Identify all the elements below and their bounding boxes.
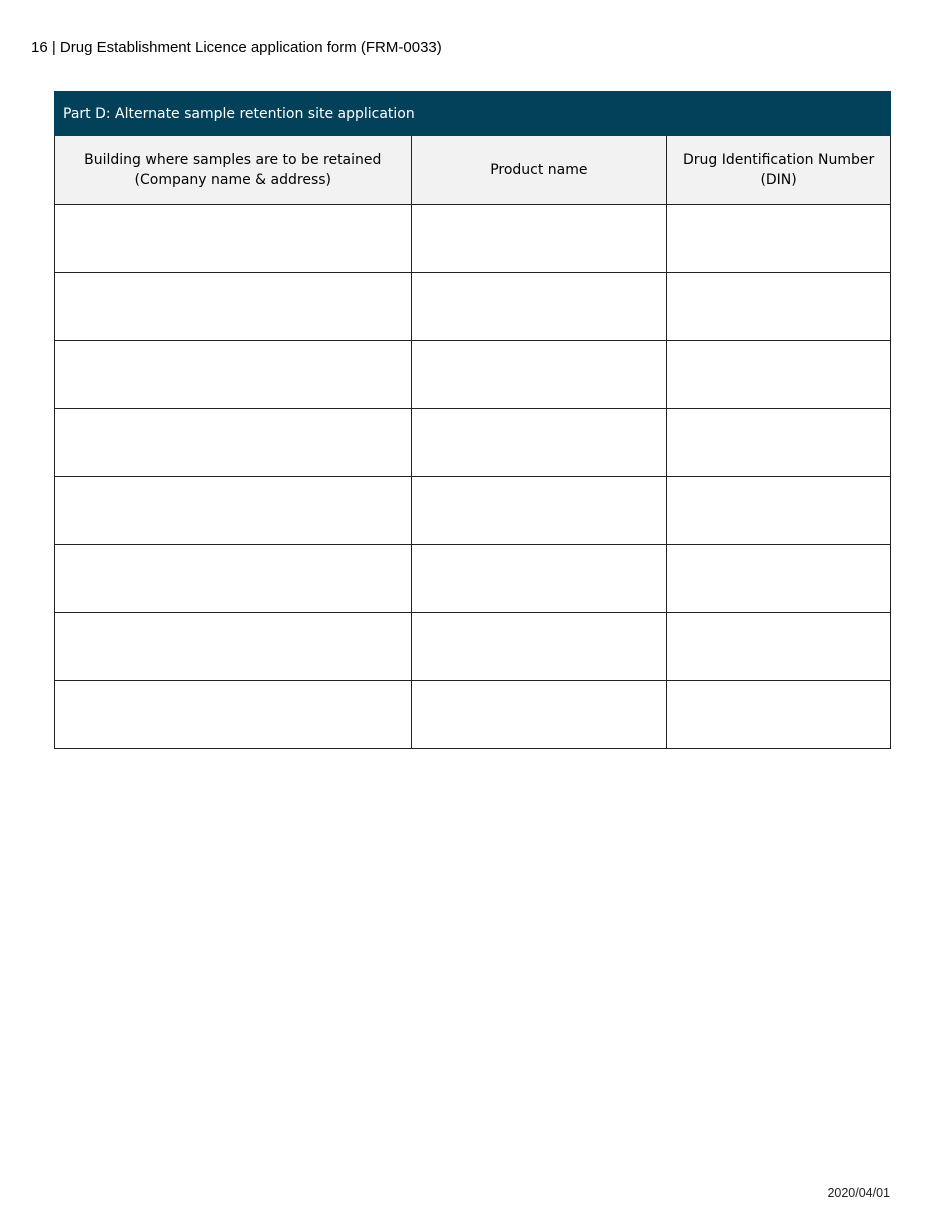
table-row [55, 409, 891, 477]
din-cell[interactable] [667, 205, 891, 273]
table-row [55, 273, 891, 341]
din-cell[interactable] [667, 545, 891, 613]
table-title-row [55, 92, 891, 136]
table-row [55, 341, 891, 409]
product-name-cell[interactable] [411, 205, 667, 273]
building-cell[interactable] [55, 613, 412, 681]
product-name-cell[interactable] [411, 477, 667, 545]
table-title: Part D: Alternate sample retention site application [55, 92, 891, 136]
column-header-line: (DIN) [760, 172, 797, 188]
din-cell[interactable] [667, 681, 891, 749]
column-header-din [667, 136, 891, 205]
din-cell[interactable] [667, 341, 891, 409]
column-header-building [55, 136, 412, 205]
column-header-product-name [411, 136, 667, 205]
product-name-cell[interactable] [411, 409, 667, 477]
page-header: 16 | Drug Establishment Licence application form (FRM-0033) [31, 39, 442, 56]
sample-retention-table [54, 91, 891, 749]
product-name-cell[interactable] [411, 341, 667, 409]
building-cell[interactable] [55, 545, 412, 613]
column-header-line: (Company name & address) [134, 172, 332, 188]
table-row [55, 613, 891, 681]
building-cell[interactable] [55, 409, 412, 477]
column-header-line: Product name [490, 161, 588, 178]
column-header-line: Building where samples are to be retained [84, 151, 382, 168]
table-row [55, 681, 891, 749]
product-name-cell[interactable] [411, 613, 667, 681]
din-cell[interactable] [667, 477, 891, 545]
table-row [55, 477, 891, 545]
din-cell[interactable] [667, 613, 891, 681]
building-cell[interactable] [55, 341, 412, 409]
column-header-line: Drug Identification Number [682, 151, 875, 168]
din-cell[interactable] [667, 273, 891, 341]
building-cell[interactable] [55, 273, 412, 341]
product-name-cell[interactable] [411, 273, 667, 341]
table-row [55, 545, 891, 613]
building-cell[interactable] [55, 205, 412, 273]
product-name-cell[interactable] [411, 545, 667, 613]
column-header-row [55, 136, 891, 205]
table-row [55, 205, 891, 273]
product-name-cell[interactable] [411, 681, 667, 749]
footer-date: 2020/04/01 [827, 1186, 890, 1200]
building-cell[interactable] [55, 477, 412, 545]
din-cell[interactable] [667, 409, 891, 477]
building-cell[interactable] [55, 681, 412, 749]
